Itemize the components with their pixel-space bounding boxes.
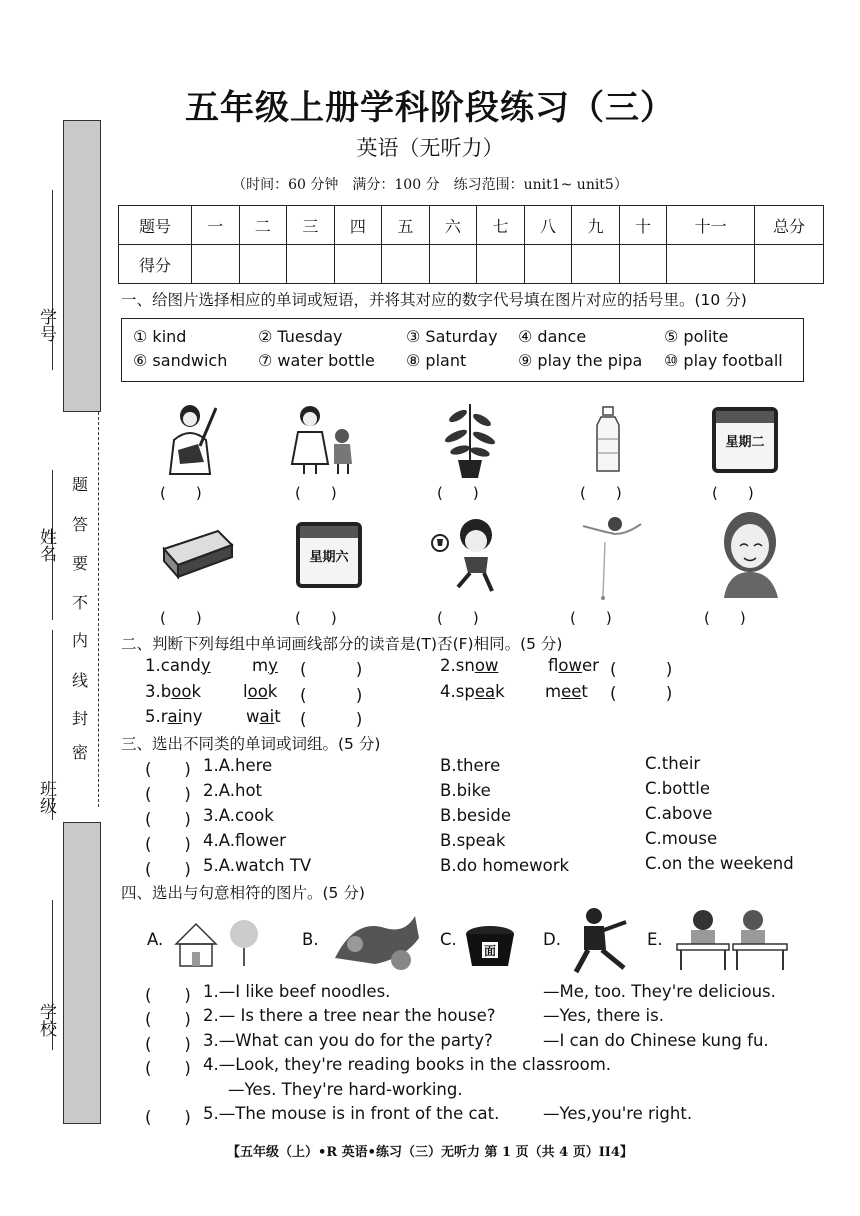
noodle-char: 面 <box>483 944 497 958</box>
choice-option-a: 3.A.cook <box>203 806 274 825</box>
choice-blank[interactable]: ( ) <box>145 810 191 829</box>
score-header-row <box>119 206 824 245</box>
option-item: ⑦ water bottle <box>258 351 375 370</box>
choice-blank[interactable]: ( ) <box>145 760 191 779</box>
dialogue-answer: —Yes, there is. <box>543 1006 664 1025</box>
choice-option-a: 1.A.here <box>203 756 273 775</box>
option-item: ① kind <box>133 327 187 346</box>
choice-blank[interactable]: ( ) <box>145 860 191 879</box>
choice-option-a: 5.A.watch TV <box>203 856 312 875</box>
word-a-part: cand <box>160 656 201 675</box>
score-header-cell: 三 <box>287 206 335 245</box>
answer-blank[interactable]: ( ) <box>160 484 202 502</box>
word-b-underlined: ow <box>558 656 582 675</box>
match-blank[interactable]: ( ) <box>145 986 191 1005</box>
answer-blank[interactable]: ( ) <box>160 609 202 627</box>
dialogue-question: 1.—I like beef noodles. <box>203 982 391 1001</box>
dialogue-answer: —I can do Chinese kung fu. <box>543 1031 769 1050</box>
answer-blank[interactable]: ( ) <box>437 609 479 627</box>
dialogue-answer: —Yes. They're hard-working. <box>228 1080 463 1099</box>
word-a-part: sn <box>455 656 475 675</box>
word-b-part: er <box>582 656 599 675</box>
score-header-cell: 十 <box>619 206 667 245</box>
picture-label-d: D. <box>543 930 561 949</box>
noodles-image <box>460 912 520 972</box>
word-b-underlined: oo <box>247 682 268 701</box>
score-header-cell: 一 <box>192 206 240 245</box>
tf-blank[interactable]: ( ) <box>610 684 673 703</box>
score-header-cell: 二 <box>239 206 287 245</box>
pronunciation-item <box>440 656 498 675</box>
word-b-underlined: y <box>268 656 278 675</box>
score-header-cell: 七 <box>477 206 525 245</box>
answer-blank[interactable]: ( ) <box>295 484 337 502</box>
score-cell[interactable] <box>382 245 430 284</box>
tf-blank[interactable]: ( ) <box>300 710 363 729</box>
option-item: ⑧ plant <box>406 351 467 370</box>
score-table <box>118 205 824 284</box>
picture-label-a: A. <box>147 930 164 949</box>
word-a-part: k <box>191 682 201 701</box>
tf-blank[interactable]: ( ) <box>610 660 673 679</box>
name-label: 姓名 <box>36 528 56 562</box>
word-b-part: w <box>246 707 260 726</box>
word-a-part: ny <box>182 707 203 726</box>
item-number: 2. <box>440 656 456 675</box>
kung-fu-image <box>570 906 632 976</box>
item-number: 1. <box>145 656 161 675</box>
seal-char: 答 <box>72 515 89 534</box>
choice-option-b: B.there <box>440 756 501 775</box>
choice-option-c: C.mouse <box>645 829 718 848</box>
word-a-part: sp <box>455 682 475 701</box>
score-cell[interactable] <box>334 245 382 284</box>
word-b-part: t <box>581 682 588 701</box>
score-header-cell: 五 <box>382 206 430 245</box>
dancer-image <box>575 512 645 602</box>
word-b-underlined: ee <box>561 682 582 701</box>
score-label-cell: 得分 <box>119 245 192 284</box>
pronunciation-item <box>145 707 202 726</box>
page-footer: 【五年级（上）•R 英语•练习（三）无听力 第 1 页（共 4 页）II4】 <box>227 1145 633 1160</box>
seal-char: 不 <box>72 593 89 612</box>
sandwich-image <box>160 525 235 580</box>
score-header-cell: 八 <box>524 206 572 245</box>
calendar-bar <box>300 526 358 538</box>
dialogue-question: 2.— Is there a tree near the house? <box>203 1006 496 1025</box>
word-b-part: k <box>267 682 278 701</box>
match-blank[interactable]: ( ) <box>145 1035 191 1054</box>
section4-title: 四、选出与句意相符的图片。(5 分) <box>121 884 365 902</box>
tf-blank[interactable]: ( ) <box>300 686 363 705</box>
option-item: ⑨ play the pipa <box>518 351 643 370</box>
score-cell[interactable] <box>524 245 572 284</box>
choice-option-b: B.bike <box>440 781 491 800</box>
answer-blank[interactable]: ( ) <box>570 609 612 627</box>
score-cell[interactable] <box>619 245 667 284</box>
choice-option-c: C.their <box>645 754 701 773</box>
picture-label-c: C. <box>440 930 457 949</box>
dialogue-question: 5.—The mouse is in front of the cat. <box>203 1104 500 1123</box>
score-cell[interactable] <box>287 245 335 284</box>
school-box <box>63 822 101 1124</box>
polite-kids-image <box>290 402 360 477</box>
calendar-tuesday-image <box>712 407 778 473</box>
score-header-cell: 六 <box>429 206 477 245</box>
choice-blank[interactable]: ( ) <box>145 785 191 804</box>
word-b-part: m <box>545 682 562 701</box>
item-number: 4. <box>440 682 456 701</box>
choice-option-b: B.beside <box>440 806 511 825</box>
word-a-part: r <box>160 707 168 726</box>
choice-option-c: C.on the weekend <box>645 854 794 873</box>
section1-title: 一、给图片选择相应的单词或短语，并将其对应的数字代号填在图片对应的括号里。(10 分) <box>121 291 747 309</box>
score-cell[interactable] <box>477 245 525 284</box>
section3-title: 三、选出不同类的单词或词组。(5 分) <box>121 735 381 753</box>
score-header-cell: 四 <box>334 206 382 245</box>
item-number: 3. <box>145 682 161 701</box>
picture-label-e: E. <box>647 930 663 949</box>
answer-blank[interactable]: ( ) <box>704 609 746 627</box>
picture-label-b: B. <box>302 930 319 949</box>
option-item: ⑩ play football <box>664 351 783 370</box>
word-a-underlined: ea <box>474 682 496 701</box>
pronunciation-word-b <box>548 656 599 675</box>
pronunciation-item <box>145 656 211 675</box>
choice-option-a: 4.A.flower <box>203 831 286 850</box>
choice-option-c: C.above <box>645 804 713 823</box>
answer-blank[interactable]: ( ) <box>712 484 754 502</box>
dialogue-question: 4.—Look, they're reading books in the classroom. <box>203 1055 612 1074</box>
option-item: ③ Saturday <box>406 327 498 346</box>
choice-blank[interactable]: ( ) <box>145 835 191 854</box>
option-item: ② Tuesday <box>258 327 343 346</box>
calendar-label: 星期六 <box>309 550 349 565</box>
word-b-part: l <box>243 682 248 701</box>
football-boy-image <box>428 515 508 595</box>
school-label: 学校 <box>36 1003 56 1037</box>
option-item: ⑤ polite <box>664 327 729 346</box>
pronunciation-item <box>145 682 201 701</box>
word-a-underlined: y <box>200 656 211 675</box>
kind-grandma-image <box>718 506 784 598</box>
student-id-line <box>52 190 53 370</box>
score-cell[interactable] <box>239 245 287 284</box>
pipa-player-image <box>160 402 220 477</box>
option-item: ④ dance <box>518 327 587 346</box>
page-title: 五年级上册学科阶段练习（三） <box>185 88 675 128</box>
answer-blank[interactable]: ( ) <box>580 484 622 502</box>
word-a-part: b <box>160 682 172 701</box>
dialogue-answer: —Me, too. They're delicious. <box>543 982 776 1001</box>
seal-char: 线 <box>72 671 89 690</box>
dialogue-answer: —Yes,you're right. <box>543 1104 693 1123</box>
choice-option-b: B.do homework <box>440 856 570 875</box>
seal-dash-line <box>98 412 99 807</box>
calendar-bar <box>716 411 774 423</box>
calendar-label: 星期二 <box>725 435 765 450</box>
seal-char: 密 <box>72 743 89 762</box>
score-header-cell: 题号 <box>119 206 192 245</box>
word-b-part: fl <box>548 656 559 675</box>
tf-blank[interactable]: ( ) <box>300 660 363 679</box>
choice-option-b: B.speak <box>440 831 506 850</box>
pronunciation-word-b <box>246 707 281 726</box>
seal-char: 封 <box>72 709 89 728</box>
reading-students-image <box>673 906 793 972</box>
score-cell[interactable] <box>572 245 620 284</box>
score-header-cell: 十一 <box>667 206 755 245</box>
student-id-box <box>63 120 101 412</box>
match-blank[interactable]: ( ) <box>145 1108 191 1127</box>
score-header-cell: 总分 <box>755 206 824 245</box>
cat-mouse-image <box>325 908 425 978</box>
word-b-part: m <box>252 656 269 675</box>
item-number: 5. <box>145 707 161 726</box>
choice-option-a: 2.A.hot <box>203 781 263 800</box>
dialogue-question: 3.—What can you do for the party? <box>203 1031 493 1050</box>
score-cell[interactable] <box>429 245 477 284</box>
score-value-row <box>119 245 824 284</box>
word-b-underlined: ai <box>259 707 275 726</box>
word-b-part: t <box>274 707 281 726</box>
section2-title: 二、判断下列每组中单词画线部分的读音是(T)否(F)相同。(5 分) <box>121 635 563 653</box>
score-cell[interactable] <box>755 245 824 284</box>
choice-option-c: C.bottle <box>645 779 711 798</box>
plant-image <box>440 398 500 480</box>
word-a-underlined: ai <box>167 707 183 726</box>
pronunciation-word-b <box>545 682 588 701</box>
exam-info: （时间：60 分钟 满分：100 分 练习范围：unit1~ unit5） <box>232 177 628 193</box>
student-id-label: 学号 <box>36 308 56 342</box>
score-header-cell: 九 <box>572 206 620 245</box>
word-a-part: k <box>495 682 505 701</box>
score-cell[interactable] <box>192 245 240 284</box>
calendar-saturday-image <box>296 522 362 588</box>
pronunciation-word-b <box>252 656 278 675</box>
match-blank[interactable]: ( ) <box>145 1010 191 1029</box>
pronunciation-word-b <box>243 682 277 701</box>
water-bottle-image <box>593 405 623 475</box>
answer-blank[interactable]: ( ) <box>295 609 337 627</box>
seal-char: 题 <box>72 475 89 494</box>
answer-blank[interactable]: ( ) <box>437 484 479 502</box>
seal-char: 要 <box>72 554 89 573</box>
word-a-underlined: oo <box>171 682 192 701</box>
score-cell[interactable] <box>667 245 755 284</box>
house-tree-image <box>172 914 262 969</box>
option-item: ⑥ sandwich <box>133 351 228 370</box>
match-blank[interactable]: ( ) <box>145 1059 191 1078</box>
class-label: 班级 <box>36 780 56 814</box>
pronunciation-item <box>440 682 505 701</box>
page-subtitle: 英语（无听力） <box>356 136 504 160</box>
seal-char: 内 <box>72 631 89 650</box>
word-a-underlined: ow <box>474 656 499 675</box>
